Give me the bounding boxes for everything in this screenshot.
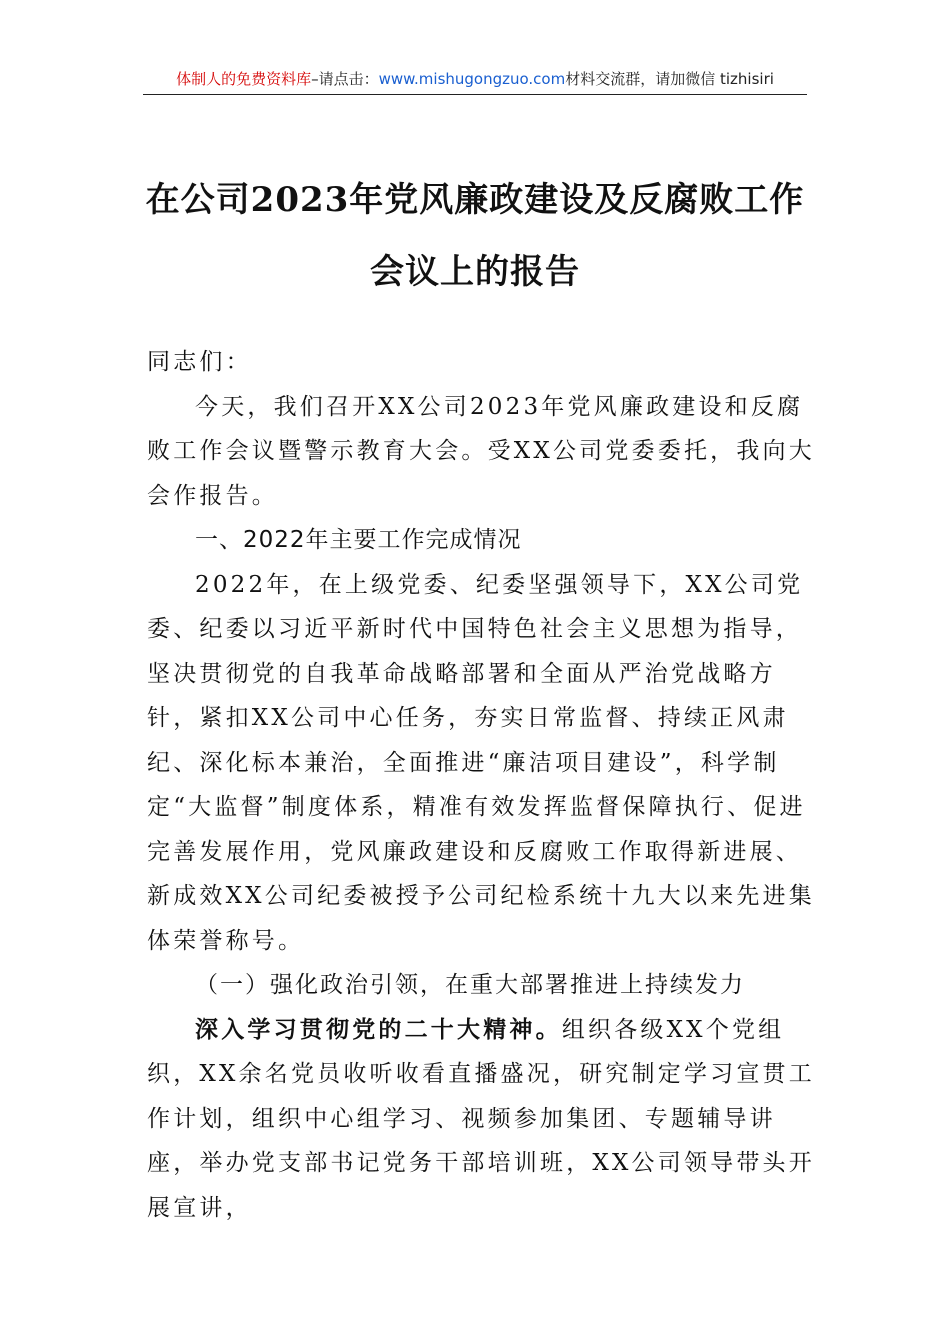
header-url-link[interactable]: www.mishugongzuo.com [378, 70, 566, 88]
intro-paragraph: 今天，我们召开XX公司2023年党风廉政建设和反腐败工作会议暨警示教育大会。受XX公司党委委托，我向大会作报告。 [147, 393, 815, 509]
subsection-1-text: 组织各级XX个党组织，XX余名党员收听收看直播盛况，研究制定学习宣贯工作计划，组织中心组学习、视频参加集团、专题辅导讲座，举办党支部书记党务干部培训班，XX公司领导带头开展宣讲， [147, 1016, 815, 1221]
salutation: 同志们： [147, 349, 252, 375]
document-title-line-2: 会议上的报告 [370, 252, 580, 292]
subsection-1-paragraph [147, 1008, 827, 1231]
document-title-line-1: 在公司2023年党风廉政建设及反腐败工作 [145, 180, 805, 220]
subsection-1-lead: 深入学习贯彻党的二十大精神。 [195, 1015, 562, 1043]
page-header [143, 66, 807, 95]
section-1-paragraph: 2022年，在上级党委、纪委坚强领导下，XX公司党委、纪委以习近平新时代中国特色社会主义思想为指导，坚决贯彻党的自我革命战略部署和全面从严治党战略方针，紧扣XX公司中心任务，夯实日常监督、持续正风肃纪、深化标本兼治，全面推进“廉洁项目建设”，科学制定“大监督”制度体系，精准有效发挥监督保障执行、促进完善发展作用，党风廉政建设和反腐败工作取得新进展、新成效XX公司纪委被授予公司纪检系统十九大以来先进集体荣誉称号。 [147, 571, 815, 954]
document-body [147, 340, 827, 1230]
section-1-heading: 一、2022年主要工作完成情况 [195, 527, 522, 553]
header-brand: 体制人的免费资料库 [176, 70, 312, 88]
header-prompt: –请点击： [311, 70, 379, 88]
header-tail: 材料交流群，请加微信 tizhisiri [565, 70, 774, 88]
subsection-1-heading: （一）强化政治引领，在重大部署推进上持续发力 [195, 972, 745, 998]
